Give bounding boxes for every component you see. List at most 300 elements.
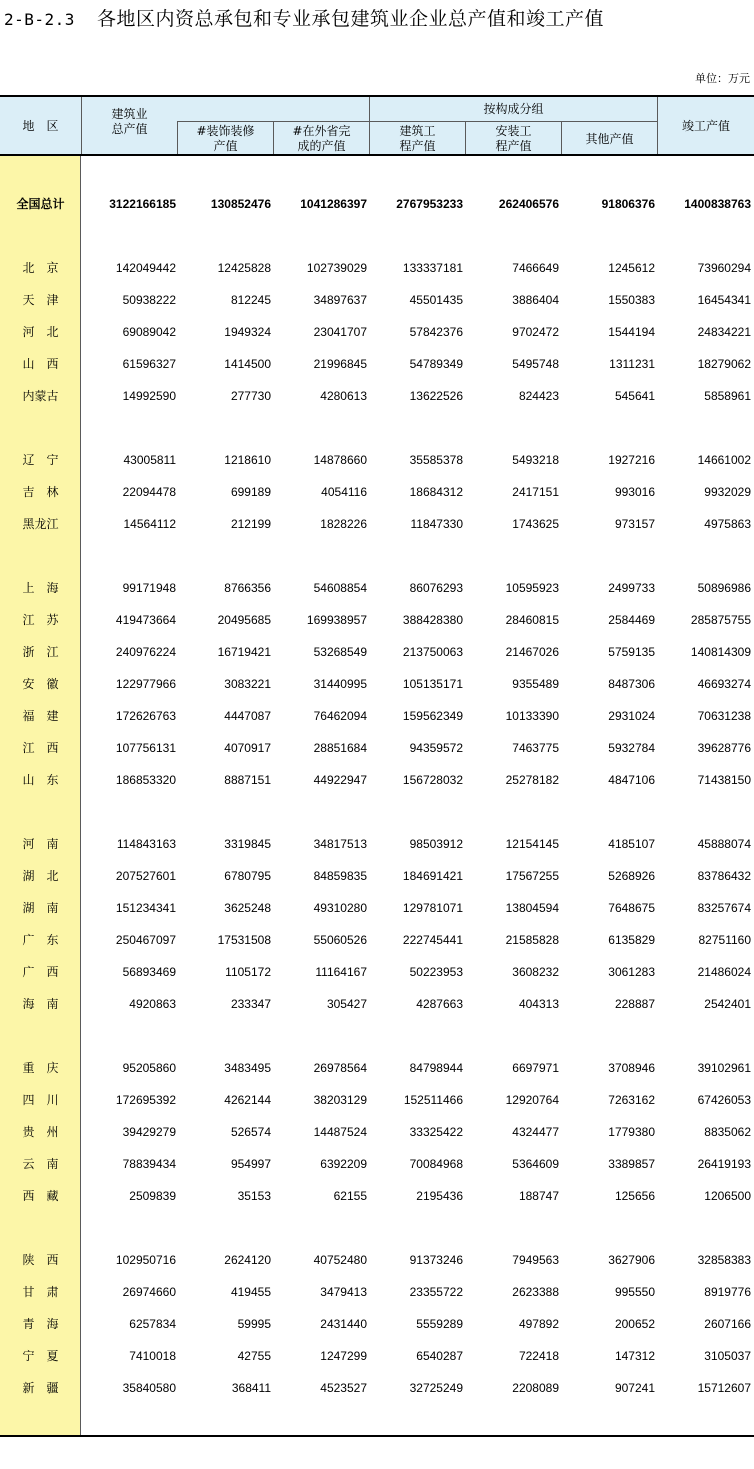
- completed-output-cell: 46693274: [697, 677, 751, 691]
- decoration-cell: 954997: [230, 1157, 271, 1171]
- table-title-text: 各地区内资总承包和专业承包建筑业企业总产值和竣工产值: [96, 8, 604, 30]
- construction-cell: 91373246: [409, 1253, 463, 1267]
- construction-cell: 33325422: [409, 1125, 463, 1139]
- decoration-cell: 130852476: [210, 197, 271, 211]
- table-row: [0, 252, 754, 284]
- region-name: 陕 西: [22, 1253, 59, 1267]
- table-row: [0, 508, 754, 540]
- other-output-cell: 2499733: [608, 581, 655, 595]
- completed-output-cell: 2607166: [704, 1317, 751, 1331]
- region-name: 安 徽: [22, 677, 59, 691]
- out-of-province-cell: 49310280: [313, 901, 367, 915]
- decoration-cell: 1218610: [224, 453, 271, 467]
- region-name: 江 西: [22, 741, 59, 755]
- region-name: 山 西: [22, 357, 59, 371]
- other-output-cell: 973157: [614, 517, 655, 531]
- table-row: [0, 860, 754, 892]
- other-output-cell: 6135829: [608, 933, 655, 947]
- decoration-cell: 812245: [230, 293, 271, 307]
- total-output-cell: 172626763: [115, 709, 176, 723]
- region-name: 全国总计: [16, 197, 65, 211]
- total-output-cell: 7410018: [129, 1349, 176, 1363]
- completed-output-cell: 39628776: [697, 741, 751, 755]
- installation-cell: 1743625: [512, 517, 559, 531]
- bottom-rule: [0, 1435, 754, 1437]
- other-output-cell: 5932784: [608, 741, 655, 755]
- page-title: [4, 6, 744, 32]
- completed-output-cell: 3105037: [704, 1349, 751, 1363]
- completed-output-cell: 45888074: [697, 837, 751, 851]
- completed-output-cell: 83786432: [697, 869, 751, 883]
- decoration-cell: 1414500: [224, 357, 271, 371]
- completed-output-cell: 1400838763: [684, 197, 751, 211]
- construction-cell: 45501435: [409, 293, 463, 307]
- table-row: [0, 1180, 754, 1212]
- region-name: 新 疆: [22, 1381, 59, 1395]
- total-output-cell: 107756131: [115, 741, 176, 755]
- other-output-cell: 1544194: [608, 325, 655, 339]
- installation-cell: 13804594: [505, 901, 559, 915]
- region-name: 山 东: [22, 773, 59, 787]
- out-of-province-cell: 38203129: [313, 1093, 367, 1107]
- other-output-cell: 545641: [614, 389, 655, 403]
- construction-cell: 98503912: [409, 837, 463, 851]
- table-row: [0, 700, 754, 732]
- table-row: [0, 1244, 754, 1276]
- construction-cell: 129781071: [402, 901, 463, 915]
- total-output-cell: 26974660: [122, 1285, 176, 1299]
- construction-cell: 94359572: [409, 741, 463, 755]
- region-name: 浙 江: [22, 645, 59, 659]
- region-name: 云 南: [22, 1157, 59, 1171]
- installation-cell: 497892: [518, 1317, 559, 1331]
- decoration-cell: 6780795: [224, 869, 271, 883]
- table-row: [0, 572, 754, 604]
- other-output-cell: 907241: [614, 1381, 655, 1395]
- total-output-cell: 151234341: [115, 901, 176, 915]
- installation-cell: 6697971: [512, 1061, 559, 1075]
- decoration-cell: 1105172: [225, 965, 271, 979]
- header-installation: 安装工 程产值: [495, 124, 532, 153]
- other-output-cell: 4847106: [608, 773, 655, 787]
- decoration-cell: 526574: [230, 1125, 271, 1139]
- installation-cell: 9355489: [512, 677, 559, 691]
- completed-output-cell: 140814309: [690, 645, 751, 659]
- table-row: [0, 924, 754, 956]
- decoration-cell: 16719421: [217, 645, 271, 659]
- total-row: [0, 188, 754, 220]
- out-of-province-cell: 4054116: [321, 485, 367, 499]
- decoration-cell: 20495685: [217, 613, 271, 627]
- installation-cell: 2417151: [512, 485, 559, 499]
- decoration-cell: 8766356: [224, 581, 271, 595]
- table-row: [0, 988, 754, 1020]
- header-total-output: 建筑业 总产值: [111, 107, 148, 136]
- construction-cell: 6540287: [416, 1349, 463, 1363]
- completed-output-cell: 67426053: [697, 1093, 751, 1107]
- region-name: 青 海: [22, 1317, 59, 1331]
- header-other: 其他产值: [585, 131, 634, 146]
- other-output-cell: 4185107: [608, 837, 655, 851]
- region-name: 四 川: [22, 1093, 59, 1107]
- out-of-province-cell: 31440995: [313, 677, 367, 691]
- total-output-cell: 4920863: [129, 997, 176, 1011]
- installation-cell: 7463775: [512, 741, 559, 755]
- total-output-cell: 95205860: [122, 1061, 176, 1075]
- installation-cell: 7466649: [512, 261, 559, 275]
- total-output-cell: 122977966: [115, 677, 176, 691]
- decoration-cell: 3625248: [224, 901, 271, 915]
- out-of-province-cell: 102739029: [306, 261, 367, 275]
- header-region: 地 区: [22, 119, 59, 133]
- completed-output-cell: 16454341: [697, 293, 751, 307]
- construction-cell: 159562349: [402, 709, 463, 723]
- construction-cell: 23355722: [409, 1285, 463, 1299]
- installation-cell: 2208089: [512, 1381, 559, 1395]
- construction-cell: 184691421: [402, 869, 463, 883]
- construction-cell: 13622526: [409, 389, 463, 403]
- installation-cell: 9702472: [512, 325, 559, 339]
- region-name: 辽 宁: [22, 453, 59, 467]
- construction-cell: 35585378: [409, 453, 463, 467]
- construction-cell: 133337181: [402, 261, 463, 275]
- out-of-province-cell: 26978564: [313, 1061, 367, 1075]
- decoration-cell: 233347: [230, 997, 271, 1011]
- completed-output-cell: 4975863: [704, 517, 751, 531]
- decoration-cell: 4447087: [224, 709, 271, 723]
- installation-cell: 4324477: [512, 1125, 559, 1139]
- total-output-cell: 43005811: [123, 453, 176, 467]
- out-of-province-cell: 40752480: [313, 1253, 367, 1267]
- installation-cell: 10595923: [505, 581, 559, 595]
- other-output-cell: 5759135: [608, 645, 655, 659]
- total-output-cell: 207527601: [115, 869, 176, 883]
- decoration-cell: 12425828: [217, 261, 271, 275]
- table-row: [0, 1340, 754, 1372]
- decoration-cell: 277730: [230, 389, 271, 403]
- completed-output-cell: 285875755: [690, 613, 751, 627]
- table-code: 2-B-2.3: [4, 10, 75, 29]
- out-of-province-cell: 34817513: [313, 837, 367, 851]
- completed-output-cell: 5858961: [704, 389, 751, 403]
- out-of-province-cell: 76462094: [313, 709, 367, 723]
- out-of-province-cell: 21996845: [313, 357, 367, 371]
- region-name: 北 京: [22, 261, 59, 275]
- other-output-cell: 3061283: [608, 965, 655, 979]
- completed-output-cell: 32858383: [697, 1253, 751, 1267]
- region-name: 重 庆: [22, 1061, 59, 1075]
- total-output-cell: 419473664: [115, 613, 176, 627]
- other-output-cell: 3708946: [608, 1061, 655, 1075]
- table-row: [0, 1116, 754, 1148]
- out-of-province-cell: 62155: [333, 1189, 367, 1203]
- region-name: 黑龙江: [22, 517, 59, 531]
- out-of-province-cell: 305427: [326, 997, 367, 1011]
- installation-cell: 10133390: [505, 709, 559, 723]
- completed-output-cell: 82751160: [698, 933, 751, 947]
- table-row: [0, 956, 754, 988]
- header-rule: [0, 154, 754, 156]
- completed-output-cell: 18279062: [697, 357, 751, 371]
- construction-cell: 213750063: [402, 645, 463, 659]
- other-output-cell: 1927216: [608, 453, 655, 467]
- installation-cell: 25278182: [505, 773, 559, 787]
- other-output-cell: 8487306: [608, 677, 655, 691]
- header-completed: 竣工产值: [681, 119, 730, 133]
- total-output-cell: 3122166185: [109, 197, 176, 211]
- completed-output-cell: 39102961: [697, 1061, 751, 1075]
- total-output-cell: 102950716: [115, 1253, 176, 1267]
- out-of-province-cell: 1041286397: [300, 197, 367, 211]
- total-output-cell: 56893469: [122, 965, 176, 979]
- installation-cell: 3608232: [512, 965, 559, 979]
- region-name: 西 藏: [22, 1189, 59, 1203]
- region-name: 湖 北: [22, 869, 59, 883]
- out-of-province-cell: 53268549: [313, 645, 367, 659]
- total-output-cell: 142049442: [115, 261, 176, 275]
- region-name: 河 北: [22, 325, 59, 339]
- construction-cell: 32725249: [409, 1381, 463, 1395]
- installation-cell: 12154145: [505, 837, 559, 851]
- installation-cell: 7949563: [512, 1253, 559, 1267]
- table-row: [0, 892, 754, 924]
- decoration-cell: 42755: [237, 1349, 271, 1363]
- construction-cell: 11847330: [410, 517, 463, 531]
- region-name: 吉 林: [22, 485, 59, 499]
- construction-cell: 156728032: [402, 773, 463, 787]
- other-output-cell: 3389857: [608, 1157, 655, 1171]
- other-output-cell: 1779380: [608, 1125, 655, 1139]
- region-name: 广 东: [22, 933, 59, 947]
- total-output-cell: 50938222: [122, 293, 176, 307]
- other-output-cell: 993016: [614, 485, 655, 499]
- completed-output-cell: 15712607: [697, 1381, 751, 1395]
- installation-cell: 12920764: [505, 1093, 559, 1107]
- installation-cell: 188747: [518, 1189, 559, 1203]
- completed-output-cell: 73960294: [697, 261, 751, 275]
- completed-output-cell: 21486024: [697, 965, 751, 979]
- installation-cell: 722418: [518, 1349, 559, 1363]
- other-output-cell: 2584469: [608, 613, 655, 627]
- other-output-cell: 3627906: [608, 1253, 655, 1267]
- construction-cell: 50223953: [409, 965, 463, 979]
- decoration-cell: 4262144: [224, 1093, 271, 1107]
- decoration-cell: 3083221: [224, 677, 271, 691]
- other-output-cell: 200652: [614, 1317, 655, 1331]
- table-row: [0, 764, 754, 796]
- region-name: 河 南: [22, 837, 59, 851]
- other-output-cell: 147312: [614, 1349, 655, 1363]
- construction-cell: 86076293: [409, 581, 463, 595]
- region-name: 江 苏: [22, 613, 59, 627]
- out-of-province-cell: 1828226: [320, 517, 367, 531]
- completed-output-cell: 70631238: [697, 709, 751, 723]
- decoration-cell: 3319845: [224, 837, 271, 851]
- other-output-cell: 7263162: [608, 1093, 655, 1107]
- installation-cell: 824423: [518, 389, 559, 403]
- installation-cell: 3886404: [512, 293, 559, 307]
- out-of-province-cell: 3479413: [320, 1285, 367, 1299]
- table-row: [0, 636, 754, 668]
- out-of-province-cell: 4523527: [320, 1381, 367, 1395]
- other-output-cell: 1550383: [608, 293, 655, 307]
- region-name: 天 津: [22, 293, 59, 307]
- construction-cell: 18684312: [409, 485, 463, 499]
- installation-cell: 5493218: [512, 453, 559, 467]
- other-output-cell: 7648675: [608, 901, 655, 915]
- construction-cell: 2767953233: [396, 197, 463, 211]
- construction-cell: 388428380: [402, 613, 463, 627]
- construction-cell: 2195436: [416, 1189, 463, 1203]
- out-of-province-cell: 54608854: [313, 581, 367, 595]
- table-row: [0, 476, 754, 508]
- total-output-cell: 186853320: [115, 773, 176, 787]
- table-row: [0, 444, 754, 476]
- out-of-province-cell: 4280613: [320, 389, 367, 403]
- construction-cell: 57842376: [409, 325, 463, 339]
- installation-cell: 17567255: [505, 869, 559, 883]
- decoration-cell: 419455: [230, 1285, 271, 1299]
- other-output-cell: 1311231: [609, 357, 655, 371]
- header-by-composition: 按构成分组: [483, 101, 544, 116]
- decoration-cell: 3483495: [224, 1061, 271, 1075]
- total-output-cell: 69089042: [122, 325, 176, 339]
- total-output-cell: 114843163: [116, 837, 176, 851]
- out-of-province-cell: 55060526: [313, 933, 367, 947]
- construction-cell: 70084968: [409, 1157, 463, 1171]
- table-row: [0, 604, 754, 636]
- header-out-of-province: #在外省完 成的产值: [292, 124, 351, 153]
- total-output-cell: 2509839: [129, 1189, 176, 1203]
- table-row: [0, 1276, 754, 1308]
- completed-output-cell: 83257674: [697, 901, 751, 915]
- header-construction: 建筑工 程产值: [399, 124, 436, 153]
- total-output-cell: 172695392: [115, 1093, 176, 1107]
- region-name: 海 南: [22, 997, 59, 1011]
- completed-output-cell: 1206500: [704, 1189, 751, 1203]
- table-row: [0, 348, 754, 380]
- completed-output-cell: 24834221: [697, 325, 751, 339]
- out-of-province-cell: 23041707: [313, 325, 367, 339]
- out-of-province-cell: 84859835: [313, 869, 367, 883]
- decoration-cell: 699189: [230, 485, 271, 499]
- data-table: [0, 95, 754, 1437]
- out-of-province-cell: 2431440: [320, 1317, 367, 1331]
- other-output-cell: 995550: [614, 1285, 655, 1299]
- header-decoration: #装饰装修 产值: [196, 124, 255, 153]
- construction-cell: 84798944: [409, 1061, 463, 1075]
- completed-output-cell: 50896986: [697, 581, 751, 595]
- completed-output-cell: 8835062: [704, 1125, 751, 1139]
- total-output-cell: 6257834: [129, 1317, 176, 1331]
- construction-cell: 105135171: [402, 677, 463, 691]
- table-row: [0, 1308, 754, 1340]
- decoration-cell: 1949324: [224, 325, 271, 339]
- other-output-cell: 1245612: [608, 261, 655, 275]
- region-name: 福 建: [22, 709, 59, 723]
- installation-cell: 262406576: [498, 197, 559, 211]
- total-output-cell: 78839434: [122, 1157, 176, 1171]
- total-output-cell: 14564112: [123, 517, 176, 531]
- decoration-cell: 8887151: [224, 773, 271, 787]
- total-output-cell: 39429279: [122, 1125, 176, 1139]
- decoration-cell: 17531508: [217, 933, 271, 947]
- total-output-cell: 250467097: [115, 933, 176, 947]
- construction-cell: 4287663: [416, 997, 463, 1011]
- region-name: 上 海: [22, 581, 59, 595]
- installation-cell: 28460815: [505, 613, 559, 627]
- decoration-cell: 35153: [237, 1189, 271, 1203]
- table-row: [0, 1372, 754, 1404]
- decoration-cell: 212199: [230, 517, 271, 531]
- table-row: [0, 316, 754, 348]
- region-name: 宁 夏: [22, 1349, 59, 1363]
- out-of-province-cell: 34897637: [313, 293, 367, 307]
- out-of-province-cell: 44922947: [313, 773, 367, 787]
- decoration-cell: 4070917: [224, 741, 271, 755]
- other-output-cell: 2931024: [608, 709, 655, 723]
- construction-cell: 5559289: [416, 1317, 463, 1331]
- table-row: [0, 732, 754, 764]
- region-name: 甘 肃: [22, 1285, 59, 1299]
- table-row: [0, 380, 754, 412]
- out-of-province-cell: 14878660: [313, 453, 367, 467]
- other-output-cell: 125656: [614, 1189, 655, 1203]
- construction-cell: 222745441: [402, 933, 463, 947]
- decoration-cell: 368411: [231, 1381, 271, 1395]
- completed-output-cell: 8919776: [704, 1285, 751, 1299]
- region-name: 内蒙古: [22, 389, 59, 403]
- decoration-cell: 59995: [237, 1317, 271, 1331]
- out-of-province-cell: 1247299: [320, 1349, 367, 1363]
- total-output-cell: 14992590: [122, 389, 176, 403]
- other-output-cell: 91806376: [601, 197, 655, 211]
- other-output-cell: 5268926: [608, 869, 655, 883]
- installation-cell: 404313: [518, 997, 559, 1011]
- total-output-cell: 61596327: [122, 357, 176, 371]
- construction-cell: 54789349: [409, 357, 463, 371]
- total-output-cell: 99171948: [122, 581, 176, 595]
- out-of-province-cell: 11164167: [315, 965, 367, 979]
- other-output-cell: 228887: [614, 997, 655, 1011]
- table-row: [0, 1052, 754, 1084]
- unit-label: 单位：万元: [695, 72, 750, 85]
- installation-cell: 5364609: [512, 1157, 559, 1171]
- installation-cell: 21467026: [505, 645, 559, 659]
- top-rule: [0, 95, 754, 97]
- table-row: [0, 1148, 754, 1180]
- total-output-cell: 240976224: [115, 645, 176, 659]
- completed-output-cell: 14661002: [697, 453, 751, 467]
- installation-cell: 2623388: [512, 1285, 559, 1299]
- completed-output-cell: 71438150: [697, 773, 751, 787]
- out-of-province-cell: 14487524: [313, 1125, 367, 1139]
- installation-cell: 21585828: [505, 933, 559, 947]
- region-name: 广 西: [22, 965, 59, 979]
- table-row: [0, 668, 754, 700]
- table-header: [0, 97, 754, 156]
- total-output-cell: 22094478: [122, 485, 176, 499]
- installation-cell: 5495748: [512, 357, 559, 371]
- completed-output-cell: 26419193: [697, 1157, 751, 1171]
- table-row: [0, 828, 754, 860]
- region-name: 贵 州: [22, 1125, 59, 1139]
- out-of-province-cell: 6392209: [320, 1157, 367, 1171]
- completed-output-cell: 2542401: [704, 997, 751, 1011]
- construction-cell: 152511466: [403, 1093, 463, 1107]
- decoration-cell: 2624120: [224, 1253, 271, 1267]
- table-row: [0, 284, 754, 316]
